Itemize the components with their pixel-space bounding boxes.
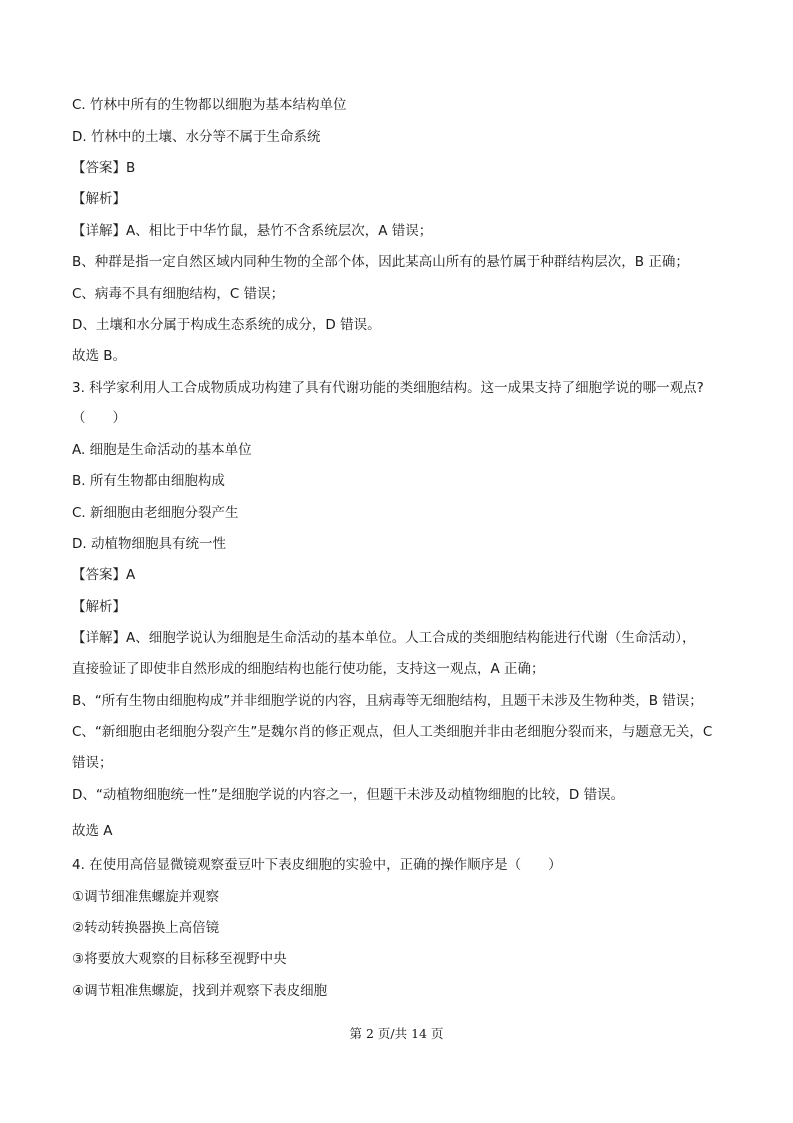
q4-step-3: ③将要放大观察的目标移至视野中央 [72,951,287,967]
detail-d: D、土壤和水分属于构成生态系统的成分，D 错误。 [72,317,381,333]
detail-c: C、病毒不具有细胞结构，C 错误； [72,286,285,302]
answer-label: 【答案】B [72,160,136,176]
detail-b: B、种群是指一定自然区域内同种生物的全部个体，因此某高山所有的悬竹属于种群结构层次，B 正确； [72,254,689,270]
q3-detail-c-cont: 错误； [72,755,113,771]
q3-analysis-label: 【解析】 [72,599,126,615]
option-c-text: C. 竹林中所有的生物都以细胞为基本结构单位 [72,97,347,113]
q3-option-d: D. 动植物细胞具有统一性 [72,536,226,552]
detail-a: 【详解】A、相比于中华竹鼠，悬竹不含系统层次，A 错误； [72,223,433,239]
choice-statement: 故选 B。 [72,348,127,364]
question-4-stem: 4. 在使用高倍显微镜观察蚕豆叶下表皮细胞的实验中，正确的操作顺序是（ ） [72,857,562,873]
q3-choice-statement: 故选 A [72,823,113,839]
q3-option-b: B. 所有生物都由细胞构成 [72,473,225,489]
analysis-label: 【解析】 [72,191,126,207]
q3-option-c: C. 新细胞由老细胞分裂产生 [72,505,239,521]
q3-detail-a-cont: 直接验证了即使非自然形成的细胞结构也能行使功能，支持这一观点，A 正确； [72,661,545,677]
q3-detail-d: D、“动植物细胞统一性”是细胞学说的内容之一，但题干未涉及动植物细胞的比较，D 错误。 [72,787,625,803]
question-3-blank: （ ） [72,410,126,426]
option-d-text: D. 竹林中的土壤、水分等不属于生命系统 [72,129,321,145]
q4-step-1: ①调节细准焦螺旋并观察 [72,889,220,905]
page-footer: 第 2 页/共 14 页 [349,1026,444,1041]
question-3-stem: 3. 科学家利用人工合成物质成功构建了具有代谢功能的类细胞结构。这一成果支持了细胞学说的哪一观点? [72,380,704,396]
q4-step-4: ④调节粗准焦螺旋，找到并观察下表皮细胞 [72,983,328,999]
q3-answer-label: 【答案】A [72,567,136,583]
q3-detail-b: B、“所有生物由细胞构成”并非细胞学说的内容，且病毒等无细胞结构，且题干未涉及生物种类，B 错误； [72,693,703,709]
q3-option-a: A. 细胞是生命活动的基本单位 [72,442,252,458]
q4-step-2: ②转动转换器换上高倍镜 [72,920,220,936]
q3-detail-a: 【详解】A、细胞学说认为细胞是生命活动的基本单位。人工合成的类细胞结构能进行代谢（生命活动）， [72,630,696,646]
q3-detail-c: C、“新细胞由老细胞分裂产生”是魏尔肖的修正观点，但人工类细胞并非由老细胞分裂而来，与题意无关，C [72,724,713,740]
